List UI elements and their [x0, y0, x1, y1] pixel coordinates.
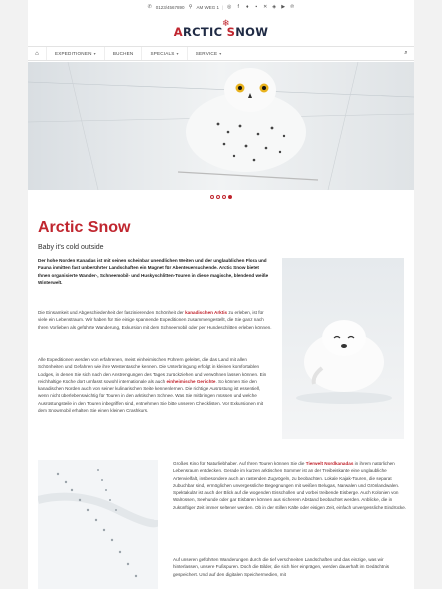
pinterest-icon[interactable]: ℗: [290, 4, 295, 10]
paragraph-arctic: Die Einsamkeit und Abgeschiedenheit der faszinierenden Schönheit der kanadischen Arktis zu erleben, ist für viele ein Lebenstraum. Wir haben für Sie einige spannende Expeditionen zusammengestellt, die Sie ganz nach Ihren Vorlieben als geführte Wanderung, Exkursion mit dem Schneemobil oder per Hundeschlitten erleben können.: [38, 310, 272, 330]
nav-item-buchen[interactable]: BUCHEN: [104, 47, 142, 60]
flickr-icon[interactable]: ◈: [272, 4, 277, 10]
top-bar: [28, 0, 414, 12]
nav-item-specials[interactable]: SPECIALS ▾: [141, 47, 186, 60]
phone-number[interactable]: 0123/4567890: [155, 4, 185, 10]
divider: |: [222, 4, 224, 10]
slider-dot[interactable]: [216, 195, 220, 199]
link-tierwelt-nordkanadas[interactable]: Tierwelt Nordkanadas: [305, 461, 354, 466]
paragraph-wildlife: Großes Kino für Naturliebhaber. Auf Ihren Touren können Sie die Tierwelt Nordkanadas in ihrem natürlichen Lebensraum entdecken. Gerade im kurzen arktischen Sommer ist an der Treibeiskante eine unglaubliche Artenvielfalt, insbesondere auch an rastenden Zugvögeln, zu beobachten. Lokale Kajak-Touren, die separat zubuchbar sind, ermöglichen unvergessliche Begegnungen mit weißen Belugas, Narwalen und Grönlandwalen. Spektakulär ist auch der Blick auf die wogenden Eisschollen und vorbei treibende Eisberge. Auch Kolonien von Walrossen, Seehunde oder gar Eisbären können aus sicherem Abstand beobachtet werden. Anblicke, die in zukünftiger Zeit immer seltener werden. Ob in der stillen Kälte oder eisigen Zeit, einfach unvergessliche Eindrücke.: [173, 461, 407, 510]
brand-name: ARCTIC SNOW: [173, 25, 269, 39]
linkedin-icon[interactable]: ▪: [255, 4, 258, 10]
nav-item-expeditionen[interactable]: EXPEDITIONEN ▾: [46, 47, 104, 60]
slider-dot-active[interactable]: [228, 195, 232, 199]
page-title: Arctic Snow: [38, 219, 131, 236]
xing-icon[interactable]: ✕: [263, 4, 268, 10]
intro-paragraph: Der hohe Norden Kanadas ist mit seinen scheinbar unendlichen Weiten und der unglaublichen Flora und Fauna inmitten fast unberührter Landschaften ein Magnet für Abenteuersuchende. Arctic Snow bietet Ihnen organisierte Wander-, Schneemobil- und Huskyschlitten-Touren in diese magische, blendend weiße Winterwelt.: [38, 258, 269, 285]
slider-dot[interactable]: [222, 195, 226, 199]
seal-image: [282, 258, 404, 439]
snow-tracks-image: [38, 460, 158, 589]
slider-dot[interactable]: [210, 195, 214, 199]
page: [28, 0, 414, 589]
youtube-icon[interactable]: ▶: [281, 4, 286, 10]
slider-pagination: [28, 195, 414, 199]
search-icon[interactable]: ⌕: [404, 50, 408, 56]
main-nav: [28, 46, 414, 61]
twitter-icon[interactable]: ♦: [245, 4, 249, 10]
page-subtitle: Baby it's cold outside: [38, 244, 104, 251]
link-kanadische-arktis[interactable]: kanadischen Arktis: [185, 310, 228, 315]
link-einheimische-gerichte[interactable]: einheimische Gerichte: [166, 378, 216, 384]
address: AM WEG 1: [196, 4, 220, 10]
location-pin-icon: ⚲: [188, 4, 193, 10]
chevron-down-icon: ▾: [219, 51, 222, 56]
phone-icon: ✆: [147, 4, 152, 10]
paragraph-hikes: Auf unseren geführten Wanderungen durch die tief verschneiten Landschaften und das einzige, was wir hinterlassen, unsere Fußspuren. Doch die Bilder, die sich hier einprägen, werden dauerhaft im Gedächtnis gespeichert. Und auf den digitalen Speichermedien, mit: [173, 557, 390, 577]
home-icon[interactable]: ⌂: [35, 50, 39, 57]
paragraph-expeditions: Alle Expeditionen werden von erfahrenen, meist einheimischen Führern geleitet, die das Land mit allen Schönheiten und Gefahren wie ihre Westentasche kennen. Die Unterbringung erfolgt in kleinen komfortablen Lodges, in denen Sie sich nach den Anstrengungen des Tages zurückziehen und verwöhnen lassen können. Ein reichhaltige Küche dort umfasst sowohl internationale als auch einheimische Gerichte. So können Sie den kanadischen Norden auch von seiner kulinarischen Seite kennenlernen. Die richtige Ausrüstung ist essentiell, wenn nicht überlebenswichtig für Touren in den arktischen Schnee. Was Sie mitbringen müssen und welche Ausrüstungsteile in den Touren inbegriffen sind, entnehmen Sie bitte unseren Checklisten. Vor Exkursionen mit dem Snowmobil erhalten Sie einen kleinen Crashkurs.: [38, 357, 267, 414]
chevron-down-icon: ▾: [176, 51, 179, 56]
snowflake-icon: ❄: [222, 18, 230, 28]
logo[interactable]: [28, 17, 414, 43]
hero-slider-image[interactable]: [28, 62, 414, 190]
instagram-icon[interactable]: ◎: [227, 4, 232, 10]
nav-item-service[interactable]: SERVICE ▾: [187, 47, 230, 60]
facebook-icon[interactable]: f: [237, 4, 239, 10]
chevron-down-icon: ▾: [93, 51, 96, 56]
